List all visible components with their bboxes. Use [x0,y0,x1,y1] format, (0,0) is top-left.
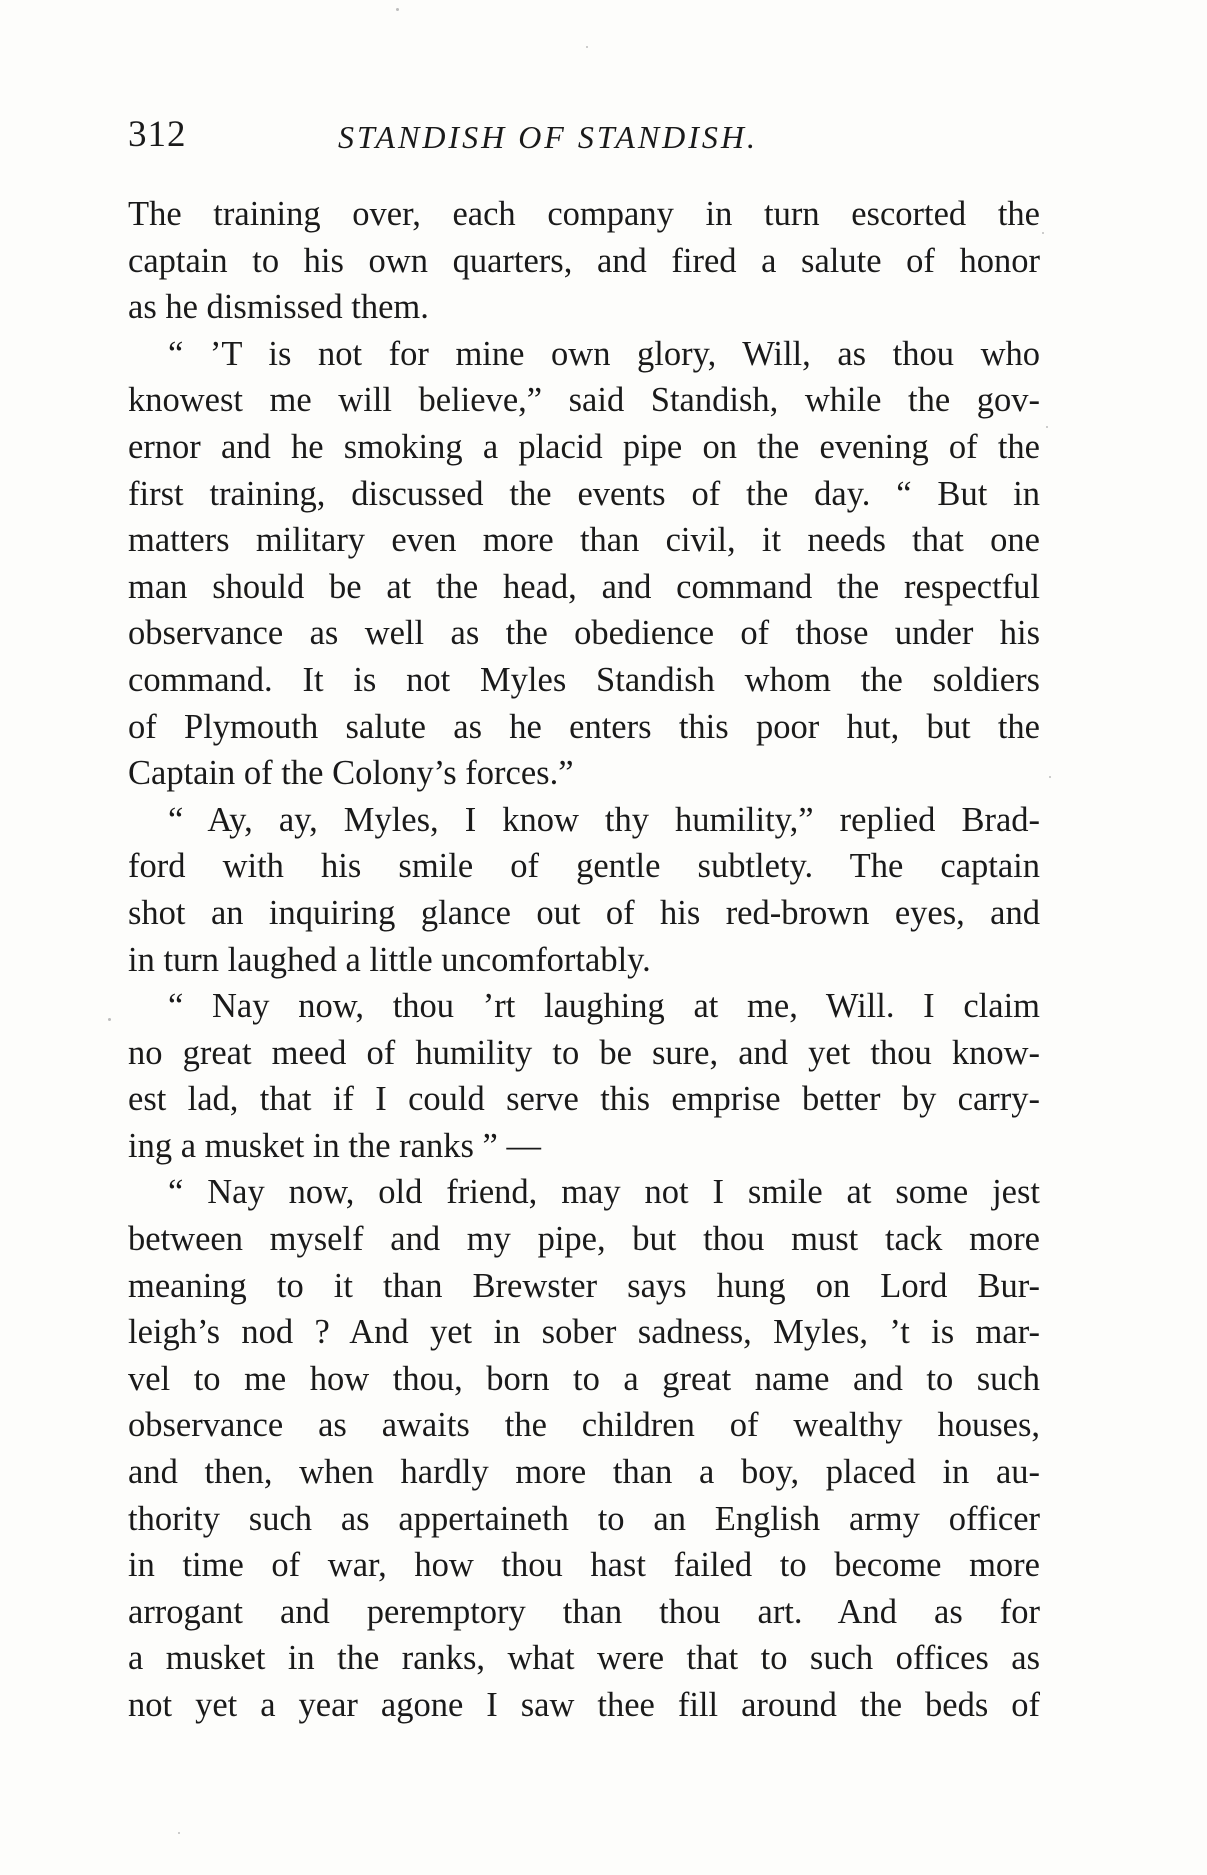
paper-speck [396,8,399,11]
paper-speck [178,1832,180,1834]
text-line: as he dismissed them. [128,288,429,327]
text-line: shot an inquiring glance out of his red-brown eyes, and [128,893,1040,932]
text-line: a musket in the ranks, what were that to such offices as [128,1639,1040,1678]
text-line: man should be at the head, and command the respectful [128,567,1040,606]
text-line: observance as well as the obedience of those under his [128,614,1040,653]
text-line: not yet a year agone I saw thee fill around the beds of [128,1686,1040,1724]
text-line: est lad, that if I could serve this emprise better by carry- [128,1080,1040,1119]
paper-speck [1046,426,1048,428]
text-line: vel to me how thou, born to a great name and to such [128,1359,1040,1398]
text-line: ernor and he smoking a placid pipe on the evening of the [128,427,1040,466]
text-line: between myself and my pipe, but thou must tack more [128,1220,1040,1259]
running-title: STANDISH OF STANDISH. [338,119,759,155]
text-line: observance as awaits the children of wealthy houses, [128,1406,1040,1445]
text-line: The training over, each company in turn escorted the [128,195,1040,233]
text-line: knowest me will believe,” said Standish, while the gov- [128,381,1040,420]
text-line: “ ’T is not for mine own glory, Will, as thou who [168,334,1040,373]
text-line: matters military even more than civil, it needs that one [128,521,1040,560]
text-line: thority such as appertaineth to an English army officer [128,1499,1040,1538]
body-text [128,191,1040,1729]
text-line: “ Nay now, old friend, may not I smile at some jest [168,1173,1040,1212]
text-line: leigh’s nod ? And yet in sober sadness, Myles, ’t is mar- [128,1313,1040,1352]
page-number: 312 [128,114,187,155]
text-line: no great meed of humility to be sure, and yet thou know- [128,1033,1040,1072]
text-line: “ Ay, ay, Myles, I know thy humility,” replied Brad- [168,800,1040,839]
text-line: ford with his smile of gentle subtlety. The captain [128,847,1040,886]
text-line: captain to his own quarters, and fired a salute of honor [128,241,1040,280]
text-line: command. It is not Myles Standish whom the soldiers [128,660,1040,699]
text-line: “ Nay now, thou ’rt laughing at me, Will. I claim [168,987,1040,1026]
text-line: and then, when hardly more than a boy, placed in au- [128,1453,1040,1492]
text-line: meaning to it than Brewster says hung on Lord Bur- [128,1266,1040,1305]
text-line: first training, discussed the events of the day. “ But in [128,474,1040,513]
text-line: ing a musket in the ranks ” — [128,1126,541,1165]
running-head [128,110,1040,160]
text-line: in turn laughed a little uncomfortably. [128,940,651,979]
text-line: arrogant and peremptory than thou art. And as for [128,1592,1040,1631]
paper-speck [108,1018,111,1021]
paper-speck [1049,776,1051,778]
text-line: of Plymouth salute as he enters this poor hut, but the [128,707,1040,746]
text-line: in time of war, how thou hast failed to become more [128,1546,1040,1585]
paper-speck [1042,232,1044,234]
paper-speck [586,46,588,48]
text-line: Captain of the Colony’s forces.” [128,754,574,793]
